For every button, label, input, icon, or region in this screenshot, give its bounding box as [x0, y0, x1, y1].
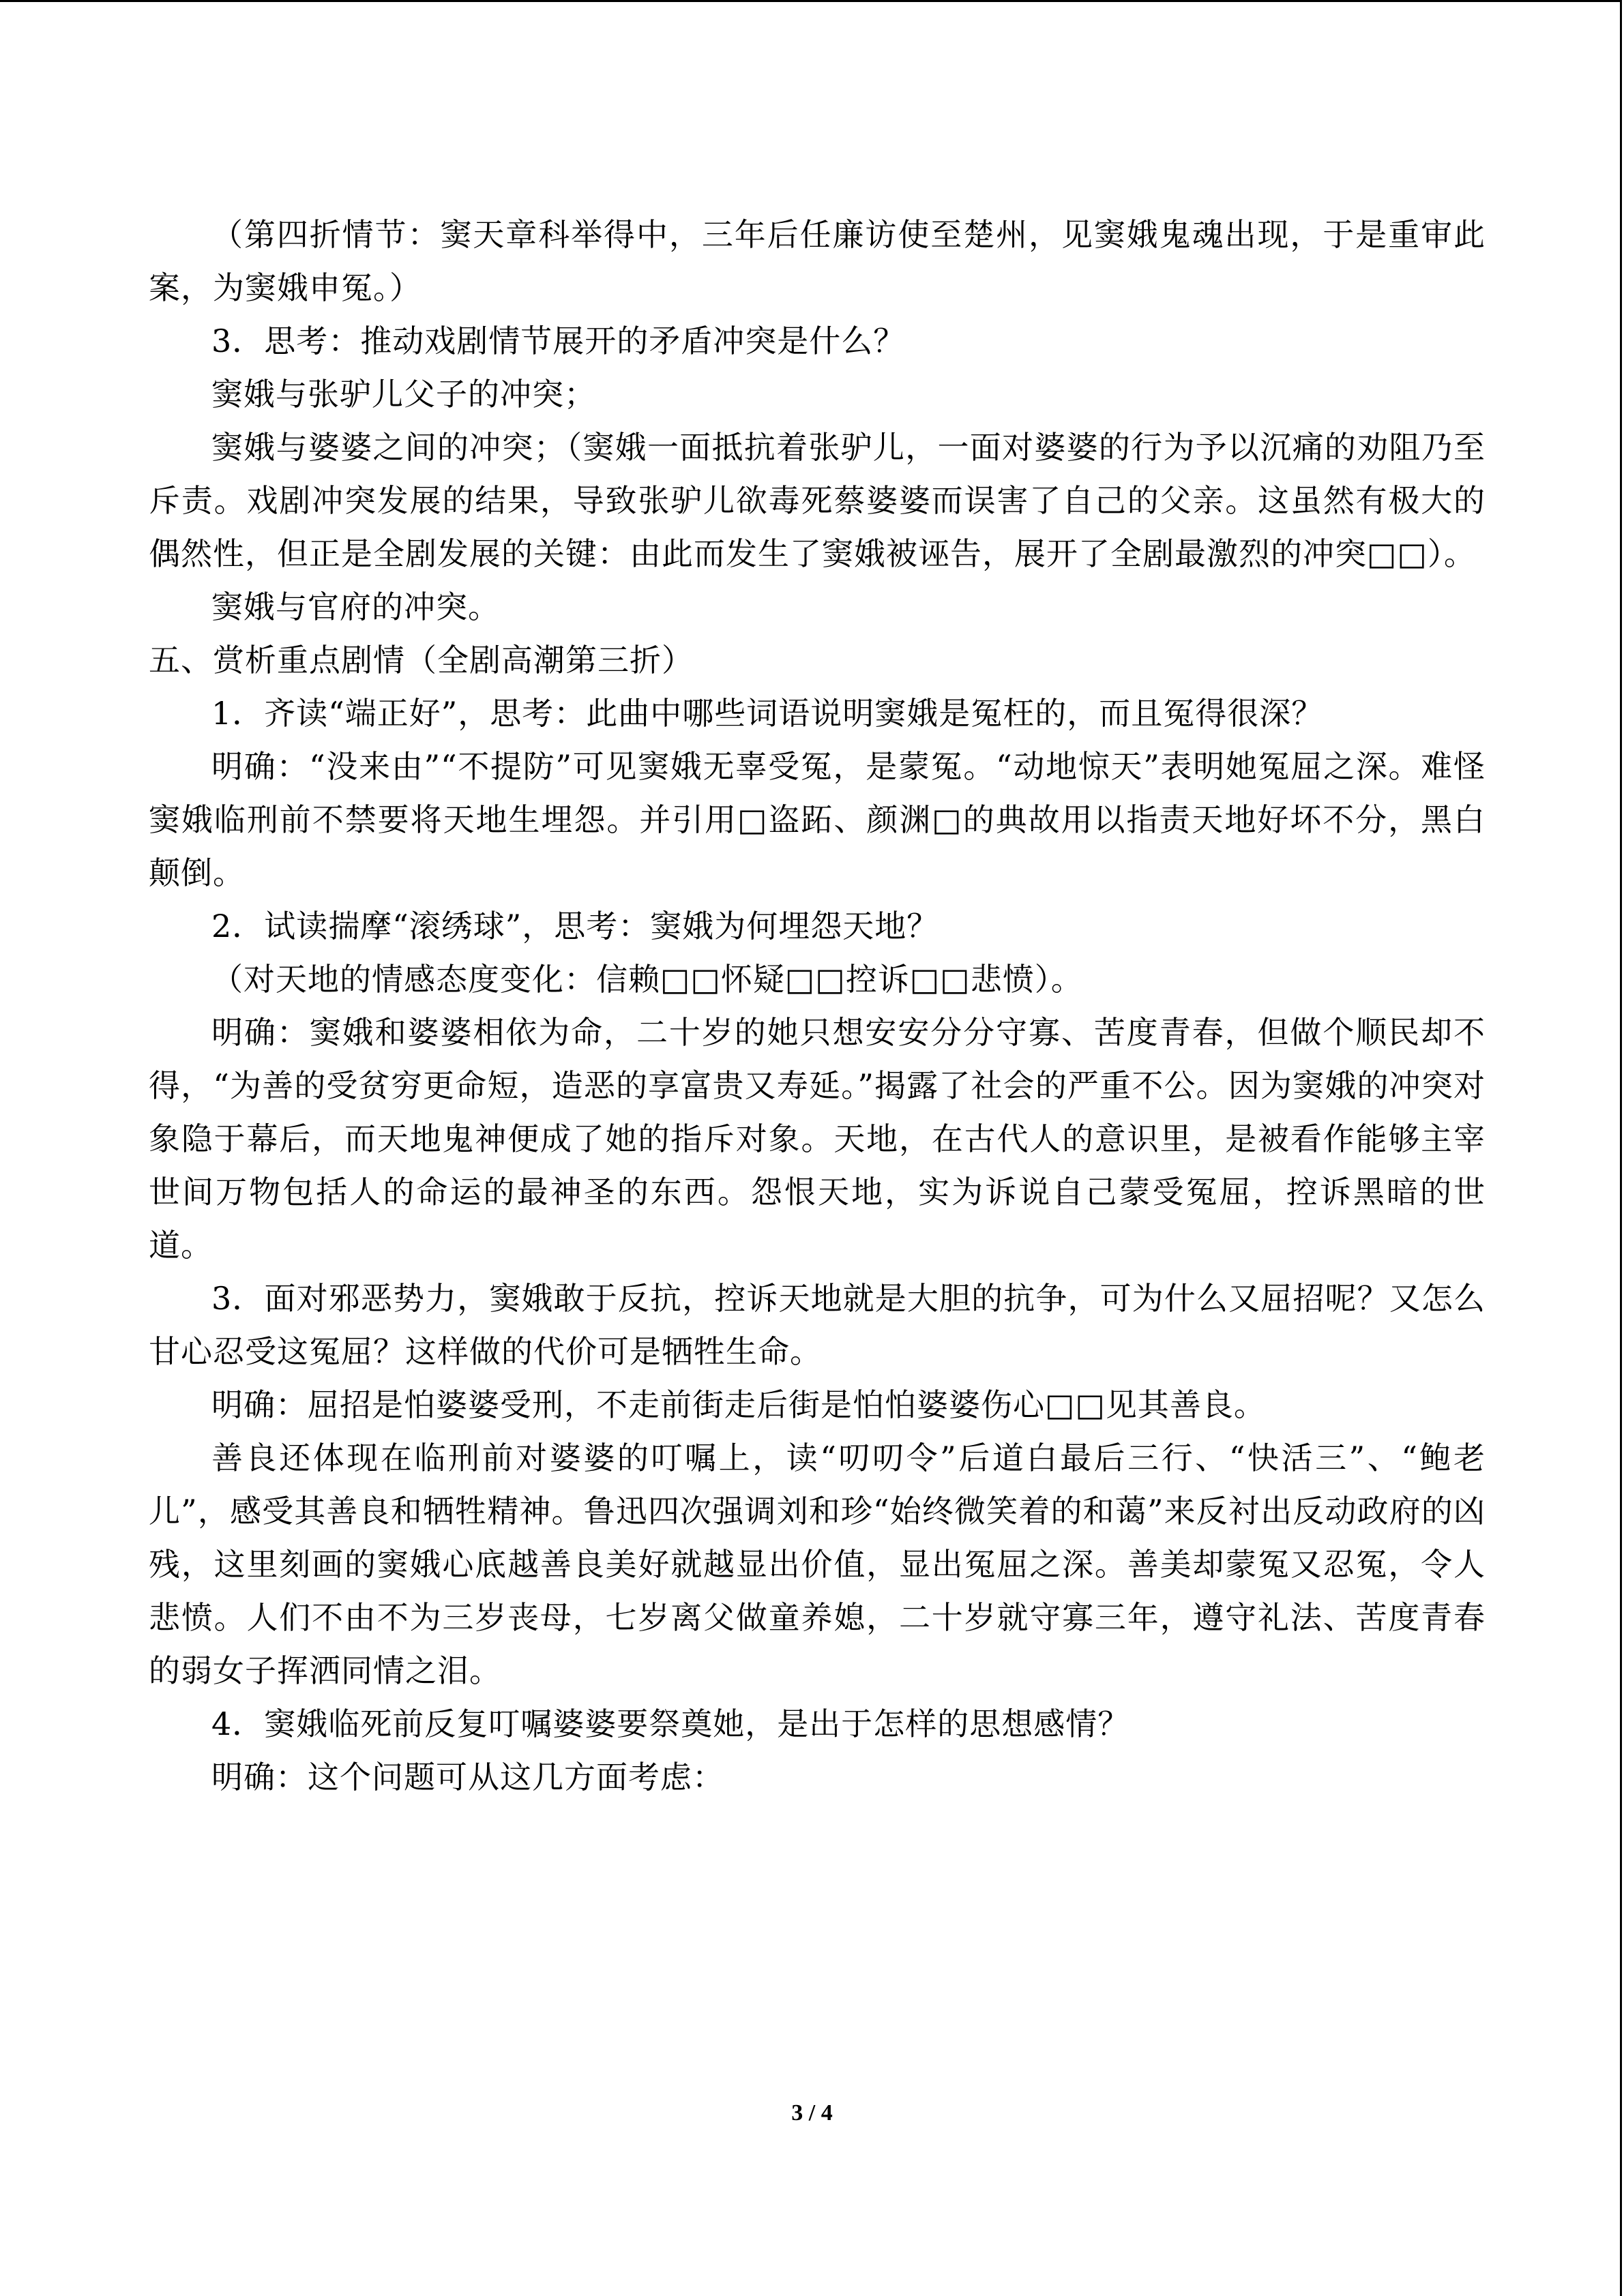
- paragraph: 4．窦娥临死前反复叮嘱婆婆要祭奠她，是出于怎样的思想感情？: [211, 1705, 1130, 1742]
- section-heading: 五、赏析重点剧情（全剧高潮第三折）: [149, 642, 694, 679]
- paragraph: 善良还体现在临刑前对婆婆的叮嘱上，读“叨叨令”后道白最后三行、“快活三”、“鲍老儿”，感受其善良和牺牲精神。鲁迅四次强调刘和珍“始终微笑着的和蔼”来反衬出反动政府的凶残，这里刻画的窦娥心底越善良美好就越显出价值，显出冤屈之深。善美却蒙冤又忍冤，令人悲愤。人们不由不为三岁丧母，七岁离父做童养媳，二十岁就守寡三年，遵守礼法、苦度青春的弱女子挥洒同情之泪。: [149, 1440, 1486, 1689]
- paragraph: 3．思考：推动戏剧情节展开的矛盾冲突是什么？: [211, 323, 906, 359]
- paragraph: 2．试读揣摩“滚绣球”，思考：窦娥为何埋怨天地？: [211, 908, 939, 944]
- paragraph: 窦娥与婆婆之间的冲突；（窦娥一面抵抗着张驴儿，一面对婆婆的行为予以沉痛的劝阻乃至斥责。戏剧冲突发展的结果，导致张驴儿欲毒死蔡婆婆而误害了自己的父亲。这虽然有极大的偶然性，但正是全剧发展的关键：由此而发生了窦娥被诬告，展开了全剧最激烈的冲突□□）。: [149, 429, 1486, 572]
- document-body: [149, 208, 1486, 1804]
- paragraph: （第四折情节：窦天章科举得中，三年后任廉访使至楚州，见窦娥鬼魂出现，于是重审此案，为窦娥申冤。）: [149, 216, 1486, 306]
- paragraph: 明确：这个问题可从这几方面考虑：: [211, 1759, 724, 1795]
- page-number: 3 / 4: [791, 2100, 833, 2126]
- paragraph: （对天地的情感态度变化：信赖□□怀疑□□控诉□□悲愤）。: [211, 961, 1083, 998]
- paragraph: 3．面对邪恶势力，窦娥敢于反抗，控诉天地就是大胆的抗争，可为什么又屈招呢？又怎么甘心忍受这冤屈？这样做的代价可是牺牲生命。: [149, 1280, 1486, 1370]
- paragraph: 明确：屈招是怕婆婆受刑，不走前街走后街是怕怕婆婆伤心□□见其善良。: [211, 1386, 1266, 1423]
- paragraph: 窦娥与张驴儿父子的冲突；: [211, 376, 596, 413]
- paragraph: 明确：“没来由”“不提防”可见窦娥无辜受冤，是蒙冤。“动地惊天”表明她冤屈之深。难怪窦娥临刑前不禁要将天地生埋怨。并引用□盗跖、颜渊□的典故用以指责天地好坏不分，黑白颠倒。: [149, 748, 1486, 891]
- paragraph: 1．齐读“端正好”，思考：此曲中哪些词语说明窦娥是冤枉的，而且冤得很深？: [211, 695, 1324, 732]
- paragraph: 窦娥与官府的冲突。: [211, 588, 500, 625]
- paragraph: 明确：窦娥和婆婆相依为命，二十岁的她只想安安分分守寡、苦度青春，但做个顺民却不得，“为善的受贫穷更命短，造恶的享富贵又寿延。”揭露了社会的严重不公。因为窦娥的冲突对象隐于幕后，而天地鬼神便成了她的指斥对象。天地，在古代人的意识里，是被看作能够主宰世间万物包括人的命运的最神圣的东西。怨恨天地，实为诉说自己蒙受冤屈，控诉黑暗的世道。: [149, 1014, 1486, 1264]
